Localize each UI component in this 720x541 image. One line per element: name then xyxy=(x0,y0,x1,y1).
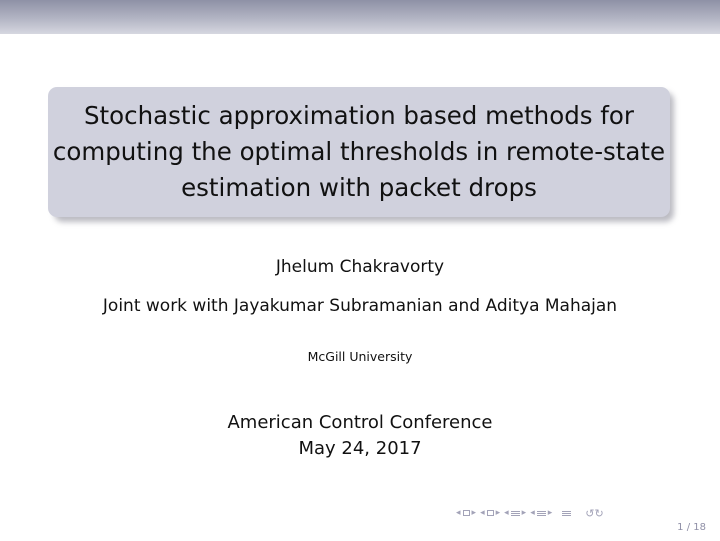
section-nav xyxy=(504,508,526,518)
section-forward-icon[interactable]: ▸ xyxy=(521,508,527,518)
slide-forward-icon[interactable]: ▸ xyxy=(547,508,553,518)
title-box xyxy=(48,87,670,217)
header-bar xyxy=(0,0,720,34)
author: Jhelum Chakravorty xyxy=(275,257,445,277)
frame-icon[interactable] xyxy=(463,510,470,516)
presentation-date: May 24, 2017 xyxy=(298,438,422,459)
subsection-back-icon[interactable]: ◂ xyxy=(480,508,485,518)
frame-nav xyxy=(456,508,476,518)
appendix-icon[interactable] xyxy=(562,511,571,516)
frame-back-icon[interactable]: ◂ xyxy=(456,508,461,518)
section-icon[interactable] xyxy=(511,511,520,516)
subsection-icon[interactable] xyxy=(487,510,494,516)
slide-back-icon[interactable]: ◂ xyxy=(530,508,535,518)
subsection-forward-icon[interactable]: ▸ xyxy=(495,508,501,518)
subsection-nav xyxy=(480,508,500,518)
slide-nav xyxy=(530,508,552,518)
navigation-bar xyxy=(456,505,604,521)
conference-block xyxy=(0,410,720,462)
coauthors: Joint work with Jayakumar Subramanian and Aditya Mahajan xyxy=(102,296,618,316)
conference-name: American Control Conference xyxy=(227,412,493,433)
title-line-3: estimation with packet drops xyxy=(181,173,537,202)
title-line-2: computing the optimal thresholds in remote-state xyxy=(52,137,666,166)
title-line-1: Stochastic approximation based methods for xyxy=(84,101,634,130)
page-number: 1 / 18 xyxy=(677,522,706,533)
institute: McGill University xyxy=(307,349,413,364)
section-back-icon[interactable]: ◂ xyxy=(504,508,509,518)
slide-icon[interactable] xyxy=(537,511,546,516)
frame-forward-icon[interactable]: ▸ xyxy=(471,508,477,518)
search-icon[interactable]: ↺↻ xyxy=(585,506,604,520)
